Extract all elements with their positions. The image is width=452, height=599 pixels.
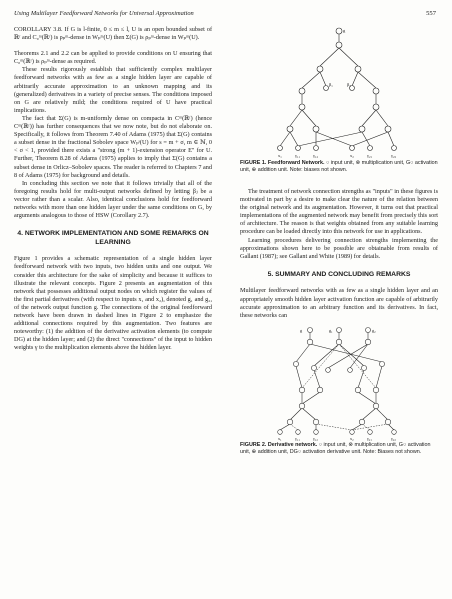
paragraph: The treatment of network connection strengths as "inputs" in these figures is motivated in part by a desire to make clear the nature of the relation between the original network and its augmentation. However, it turns out that practical implementations of the augmented network may benefit from precisely this sort of architecture. The reason is that weights obtained from any suitable learning procedure can be loaded directly into this network for use in applications. (240, 188, 438, 236)
fig2-output-label: g₁ (329, 327, 333, 333)
paragraph: Figure 1 provides a schematic representation of a single hidden layer feedforward network with two inputs, two hidden units and one output. We consider this architecture for the sake of simplicity and because it suffices to illustrate the relevant concepts. Figure 2 presents an augmentation of this network that possesses additional output nodes on which register the values of the first partial derivatives (with respect to inputs x₁ and x₂), denoted g₁ and g₂, of the network output function g. The connections of the original feedforward network have been drawn in dashed lines in Figure 2 to emphasize the additional connections required by this augmentation. Two features are noteworthy: (1) the addition of the derivative activation elements (to compute DG) at the hidden layer; and (2) the direct "connections" of the input to hidden weights γ to the multiplication elements above the hidden layer. (14, 255, 212, 352)
figure-1-feedforward-network (240, 26, 438, 160)
left-column (14, 26, 212, 352)
fig2-output-label: g₂ (372, 327, 376, 333)
page-number: 557 (426, 10, 436, 17)
fig2-input-label: γ₁₁ (295, 435, 300, 441)
fig1-input-label: γ₂₁ (367, 153, 373, 158)
paragraph: The fact that Σ(G) is m-uniformly dense on compacta in Cᵐ(ℝʳ) (hence Cᵐ(ℝʳ)) has further consequences that we now note, but do not elaborate on. Specifically, it follows from Theorem 7.40 of Adams (1975) that Σ(G) contains a subset dense in the fractional Sobolev space Wₚˢ(U) for s = m + σ, m ∈ ℕ, 0 < σ < 1, provided there exists a "strong (m + 1)-extension operator E" for U. Further, Theorem 8.28 of Adams (1975) applies to imply that Σ(G) contains a subset dense in Orlicz–Sobolev spaces. The reader is referred to Chapters 7 and 8 of Adams (1975) for background and details. (14, 114, 212, 179)
figure-2-derivative-network (240, 326, 438, 442)
paragraph: In concluding this section we note that it follows trivially that all of the foregoing results hold for multi-output networks defined by letting βⱼ be a vector rather than a scalar. Also, identical conclusions hold for feedforward networks with more than one hidden layer under the same conditions on G, by arguments analogous to those of HSW (Corollary 2.7). (14, 179, 212, 220)
fig1-input-label: γ₁₂ (313, 153, 319, 158)
fig1-input-label: γ₂₂ (391, 153, 397, 158)
fig2-input-label: x₂ (350, 435, 354, 441)
page-header (14, 10, 436, 22)
fig1-input-label: x₁ (278, 153, 282, 158)
fig1-input-label: γ₁₁ (295, 153, 301, 158)
fig1-beta-label: β₁ (329, 82, 333, 87)
paragraph: Learning procedures delivering connection strengths implementing the approximations shown here to be possible are obtainable from results of Gallant (1987); see Gallant and White (1989) for details. (240, 236, 438, 260)
section-heading-5: 5. SUMMARY AND CONCLUDING REMARKS (267, 270, 411, 278)
fig2-input-label: x₁ (278, 435, 282, 441)
paragraph: Theorems 2.1 and 2.2 can be applied to provide conditions on U ensuring that C₀ᵐ(ℝʳ) is ρₚᵐ-dense as required. (14, 50, 212, 66)
fig1-output-label: g (343, 28, 346, 33)
paragraph: Multilayer feedforward networks with as few as a single hidden layer and an appropriately smooth hidden layer activation function are capable of arbitrarily accurate approximation to an arbitrary function and its derivatives. In fact, these networks can (240, 287, 438, 319)
section-heading-4: 4. NETWORK IMPLEMENTATION AND SOME REMARKS ON LEARNING (17, 230, 209, 246)
figure-1-caption: FIGURE 1. Feedforward Network. ○ input unit, ⊗ multiplication unit, G○ activation unit, ⊕ addition unit. Note: biases not shown. (240, 160, 438, 173)
running-head: Using Multilayer Feedforward Networks for Universal Approximation (14, 10, 194, 17)
fig1-beta-label: β₂ (347, 82, 351, 87)
figure-2-caption: FIGURE 2. Derivative network. ○ input unit, ⊗ multiplication unit, G○ activation unit, ⊕ addition unit, DG○ activation derivative unit. Note: Biases not shown. (240, 441, 431, 455)
paragraph: These results rigorously establish that sufficiently complex multilayer feedforward networks with as few as a single hidden layer are capable of arbitrarily accurate approximation to an unknown mapping and its (generalized) derivatives in a variety of precise senses. The conditions imposed on G are relatively mild; the conditions required of U have practical implications. (14, 66, 212, 114)
fig2-input-label: γ₂₁ (367, 435, 372, 441)
corollary-paragraph: COROLLARY 3.8. If G is l-finite, 0 ≤ m ≤ l, U is an open bounded subset of ℝʳ and C₀ᵐ(ℝʳ) is ρₚᵐ-dense in Wₚᵐ(U) then Σ(G) is ρₚᵐ-dense in Wₚᵐ(U). (14, 26, 212, 42)
right-column (240, 26, 438, 456)
fig1-input-label: x₂ (350, 153, 354, 158)
fig2-input-label: γ₂₂ (391, 435, 396, 441)
fig2-output-label: g (300, 327, 303, 333)
fig2-input-label: γ₁₂ (313, 435, 318, 441)
